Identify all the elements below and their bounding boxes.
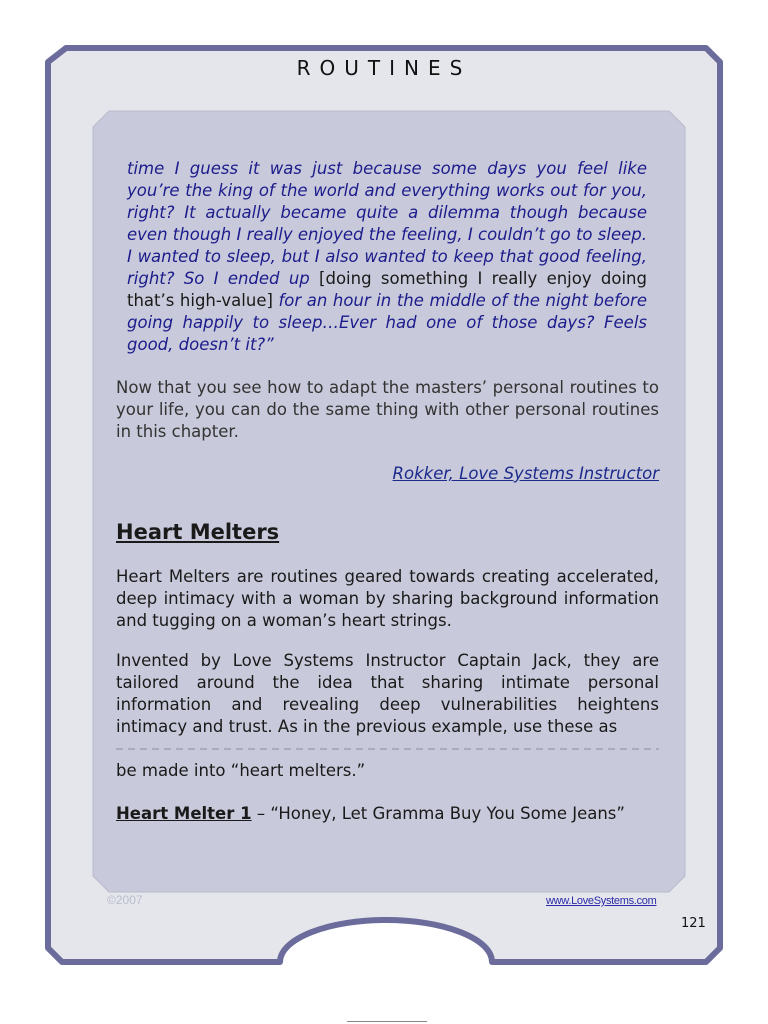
routine-label: Heart Melter 1 <box>116 804 252 823</box>
quote-text-end: for an hour in the middle of the night before going happily to sleep…Ever had one of those days? Feels good, doesn’t it?” <box>127 291 647 354</box>
page-number: 121 <box>681 916 706 931</box>
routine-title-line <box>116 803 659 825</box>
website-link[interactable]: www.LoveSystems.com <box>546 895 657 907</box>
heart-melters-origin: Invented by Love Systems Instructor Captain Jack, they are tailored around the idea that sharing intimate personal information and revealing deep vulnerabilities heightens intimacy and trust. As in the previous example, use these as <box>116 651 659 736</box>
quote-text-start: time I guess it was just because some days you feel like you’re the king of the world and everything works out for you, right? It actually became quite a dilemma though because even though I really enjoyed the feeling, I couldn’t go to sleep. I wanted to sleep, but I also wanted to keep that good feeling, right? So I ended up <box>127 159 647 288</box>
instructor-signature-link[interactable]: Rokker, Love Systems Instructor <box>392 464 659 483</box>
section-heading: Heart Melters <box>116 520 280 544</box>
transition-paragraph: Now that you see how to adapt the masters’ personal routines to your life, you can do the same thing with other personal routines in this chapter. <box>116 378 659 441</box>
routine-title: – “Honey, Let Gramma Buy You Some Jeans” <box>251 804 625 823</box>
chapter-title: ROUTINES <box>296 56 472 80</box>
bottom-divider <box>347 1021 427 1022</box>
copyright-text: ©2007 <box>107 893 143 907</box>
heart-melters-origin-end: be made into “heart melters.” <box>116 761 366 780</box>
heart-melters-intro: Heart Melters are routines geared towards creating accelerated, deep intimacy with a woman by sharing background information and tugging on a woman’s heart strings. <box>116 567 659 630</box>
page-content <box>116 158 659 825</box>
quote-bracket-text: [doing something I really enjoy doing that’s high-value] <box>127 269 647 310</box>
obscured-line <box>116 746 659 754</box>
quote-paragraph <box>127 158 647 356</box>
